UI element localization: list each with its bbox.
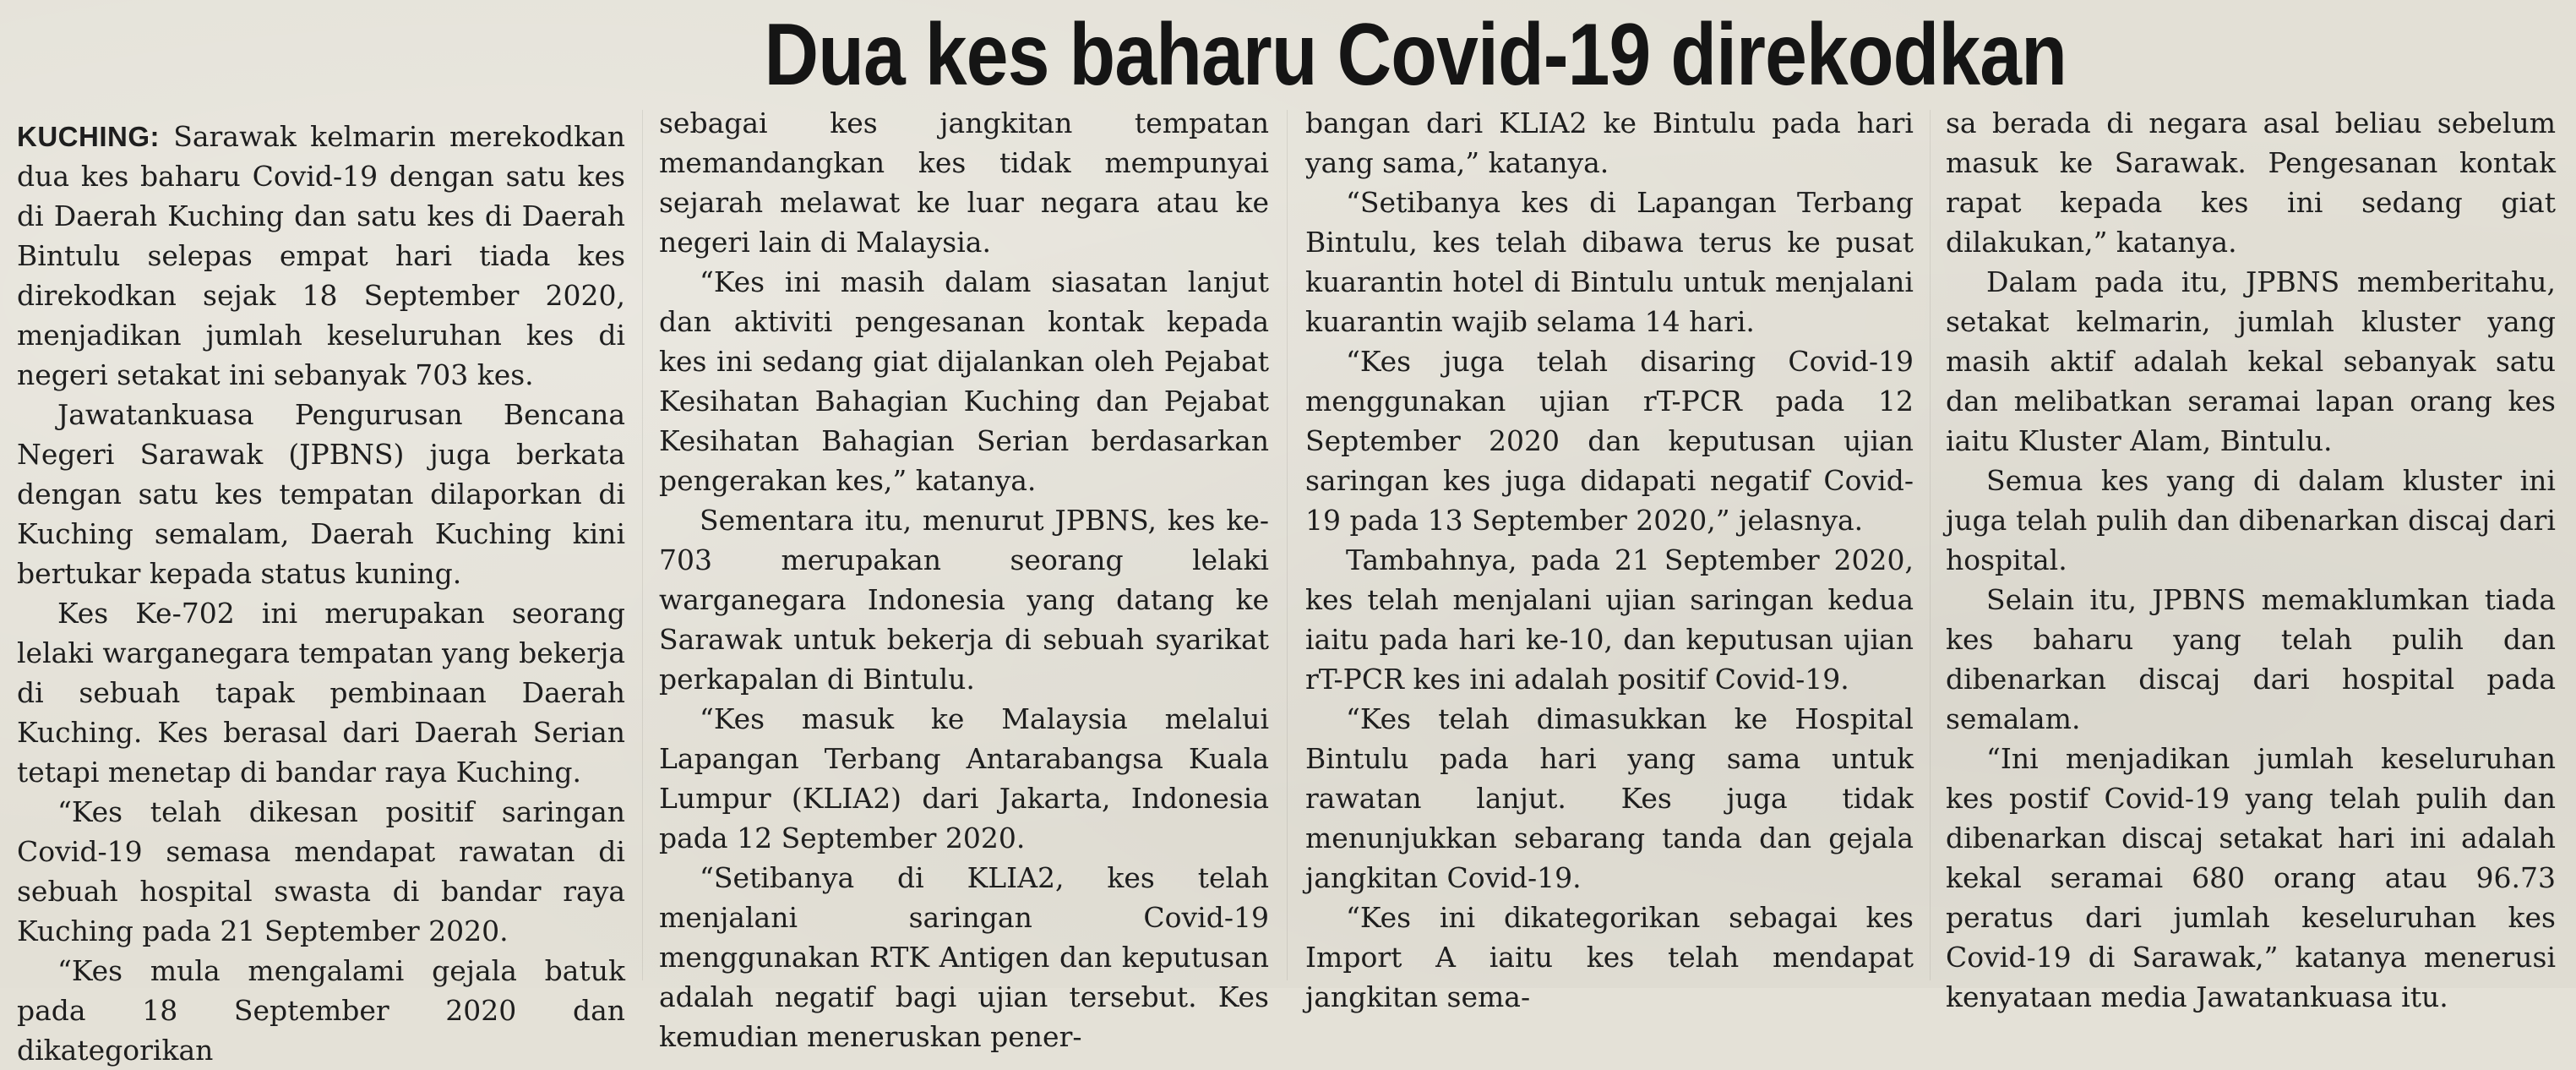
paragraph: Kes Ke-702 ini merupakan seorang lelaki warganegara tempatan yang bekerja di sebuah tapak pembinaan Daerah Kuching. Kes berasal dari Daerah Serian tetapi menetap di bandar raya Kuching. <box>17 597 625 789</box>
dateline: KUCHING: <box>17 121 160 152</box>
paragraph: Sementara itu, menurut JPBNS, kes ke-703 merupakan seorang lelaki warganegara Indonesia yang datang ke Sarawak untuk bekerja di sebuah syarikat perkapalan di Bintulu. <box>659 504 1269 696</box>
paragraph: Semua kes yang di dalam kluster ini juga telah pulih dan dibenarkan discaj dari hospital. <box>1946 464 2556 576</box>
article-column-3 <box>1305 103 1914 1013</box>
headline: Dua kes baharu Covid-19 direkodkan <box>764 6 2067 104</box>
paragraph: Tambahnya, pada 21 September 2020, kes telah menjalani ujian saringan kedua iaitu pada hari ke-10, dan keputusan ujian rT-PCR kes ini adalah positif Covid-19. <box>1305 543 1914 696</box>
paragraph: “Kes telah dimasukkan ke Hospital Bintulu pada hari yang sama untuk rawatan lanjut. Kes juga tidak menunjukkan sebarang tanda dan gejala jangkitan Covid-19. <box>1305 702 1914 894</box>
paragraph: “Kes telah dikesan positif saringan Covid-19 semasa mendapat rawatan di sebuah hospital swasta di bandar raya Kuching pada 21 September 2020. <box>17 795 625 947</box>
paragraph: Selain itu, JPBNS memaklumkan tiada kes baharu yang telah pulih dan dibenarkan discaj dari hospital pada semalam. <box>1946 583 2556 735</box>
paragraph: “Kes ini masih dalam siasatan lanjut dan aktiviti pengesanan kontak kepada kes ini sedang giat dijalankan oleh Pejabat Kesihatan Bahagian Kuching dan Pejabat Kesihatan Bahagian Serian berdasarkan pengerakan kes,” katanya. <box>659 265 1269 497</box>
paragraph: “Kes mula mengalami gejala batuk pada 18 September 2020 dan dikategorikan <box>17 954 625 1067</box>
column-gutter <box>1930 110 1931 980</box>
paragraph: Dalam pada itu, JPBNS memberitahu, setakat kelmarin, jumlah kluster yang masih aktif adalah kekal sebanyak satu dan melibatkan seramai lapan orang kes iaitu Kluster Alam, Bintulu. <box>1946 265 2556 457</box>
column-gutter <box>642 110 643 980</box>
paragraph: sebagai kes jangkitan tempatan memandangkan kes tidak mempunyai sejarah melawat ke luar negara atau ke negeri lain di Malaysia. <box>659 106 1269 259</box>
article-column-2 <box>659 103 1269 1053</box>
paragraph: sa berada di negara asal beliau sebelum masuk ke Sarawak. Pengesanan kontak rapat kepada kes ini sedang giat dilakukan,” katanya. <box>1946 106 2556 259</box>
paragraph: bangan dari KLIA2 ke Bintulu pada hari yang sama,” katanya. <box>1305 106 1914 179</box>
column-gutter <box>1287 110 1288 980</box>
paragraph: “Ini menjadikan jumlah keseluruhan kes postif Covid-19 yang telah pulih dan dibenarkan discaj setakat hari ini adalah kekal seramai 680 orang atau 96.73 peratus dari jumlah keseluruhan kes Covid-19 di Sarawak,” katanya menerusi kenyataan media Jawatankuasa itu. <box>1946 742 2556 1013</box>
paragraph: “Kes juga telah disaring Covid-19 menggunakan ujian rT-PCR pada 12 September 2020 dan keputusan ujian saringan kes juga didapati negatif Covid-19 pada 13 September 2020,” jelasnya. <box>1305 345 1914 537</box>
paragraph: “Setibanya di KLIA2, kes telah menjalani saringan Covid-19 menggunakan RTK Antigen dan keputusan adalah negatif bagi ujian tersebut. Kes kemudian meneruskan pener- <box>659 861 1269 1053</box>
paragraph <box>17 117 625 395</box>
paragraph: “Kes masuk ke Malaysia melalui Lapangan Terbang Antarabangsa Kuala Lumpur (KLIA2) dari Jakarta, Indonesia pada 12 September 2020. <box>659 702 1269 854</box>
paragraph: “Kes ini dikategorikan sebagai kes Import A iaitu kes telah mendapat jangkitan sema- <box>1305 901 1914 1013</box>
paragraph: Jawatankuasa Pengurusan Bencana Negeri Sarawak (JPBNS) juga berkata dengan satu kes tempatan dilaporkan di Kuching semalam, Daerah Kuching kini bertukar kepada status kuning. <box>17 398 625 590</box>
article-column-4 <box>1946 103 2556 1013</box>
paragraph-text: Sarawak kelmarin merekodkan dua kes baharu Covid-19 dengan satu kes di Daerah Kuching dan satu kes di Daerah Bintulu selepas empat hari tiada kes direkodkan sejak 18 September 2020, menjadikan jumlah keseluruhan kes di negeri setakat ini sebanyak 703 kes. <box>17 120 625 391</box>
paragraph: “Setibanya kes di Lapangan Terbang Bintulu, kes telah dibawa terus ke pusat kuarantin hotel di Bintulu untuk menjalani kuarantin wajib selama 14 hari. <box>1305 186 1914 338</box>
article-column-1 <box>17 117 625 1067</box>
